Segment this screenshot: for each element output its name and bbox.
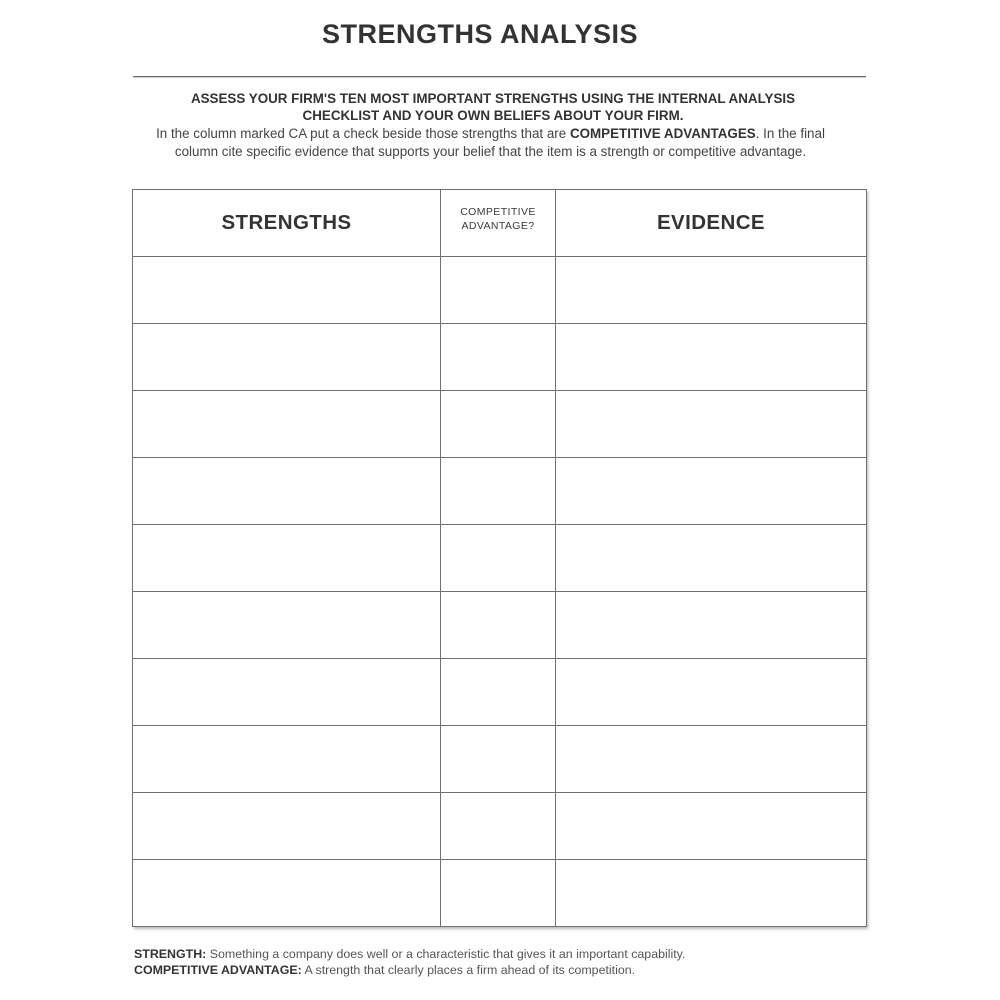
instructions-body-emphasis: COMPETITIVE ADVANTAGES — [569, 126, 756, 141]
strength-cell[interactable] — [133, 726, 441, 793]
strength-cell[interactable] — [133, 458, 441, 525]
competitive-advantage-definition-text: A strength that clearly places a firm ahead of its competition. — [301, 963, 636, 977]
evidence-cell[interactable] — [556, 592, 867, 659]
strength-cell[interactable] — [133, 525, 441, 592]
table-row — [133, 525, 867, 592]
strength-cell[interactable] — [133, 659, 441, 726]
evidence-cell[interactable] — [556, 726, 867, 793]
strengths-table — [132, 189, 867, 927]
competitive-advantage-cell[interactable] — [441, 592, 556, 659]
evidence-cell[interactable] — [556, 391, 867, 458]
instructions-heading-line-1: ASSESS YOUR FIRM'S TEN MOST IMPORTANT STRENGTHS USING THE INTERNAL ANALYSIS — [190, 91, 796, 106]
competitive-advantage-cell[interactable] — [441, 860, 556, 927]
competitive-advantage-cell[interactable] — [441, 391, 556, 458]
strength-cell[interactable] — [133, 592, 441, 659]
evidence-cell[interactable] — [556, 324, 867, 391]
instructions-body-text-2: . In the final column cite specific evidence that supports your belief that the item is a strength or competitive advantage. — [174, 126, 825, 159]
instructions-body — [133, 125, 848, 160]
competitive-advantage-definition — [134, 962, 894, 978]
table-row — [133, 860, 867, 927]
table-row — [133, 726, 867, 793]
evidence-cell[interactable] — [556, 860, 867, 927]
table-row — [133, 659, 867, 726]
evidence-cell[interactable] — [556, 525, 867, 592]
strength-cell[interactable] — [133, 793, 441, 860]
title-divider — [133, 76, 866, 78]
instructions-body-text-1: In the column marked CA put a check beside those strengths that are — [156, 126, 570, 141]
table-row — [133, 257, 867, 324]
table-header-row — [133, 190, 867, 257]
competitive-advantage-cell[interactable] — [441, 525, 556, 592]
competitive-advantage-cell[interactable] — [441, 458, 556, 525]
evidence-cell[interactable] — [556, 257, 867, 324]
competitive-advantage-cell[interactable] — [441, 324, 556, 391]
table-row — [133, 592, 867, 659]
table-row — [133, 793, 867, 860]
strength-cell[interactable] — [133, 860, 441, 927]
competitive-advantage-header-line-1: COMPETITIVE — [460, 206, 536, 218]
competitive-advantage-cell[interactable] — [441, 659, 556, 726]
evidence-cell[interactable] — [556, 458, 867, 525]
competitive-advantage-term: COMPETITIVE ADVANTAGE: — [134, 963, 302, 977]
table-row — [133, 458, 867, 525]
table-row — [133, 391, 867, 458]
strength-definition-text: Something a company does well or a characteristic that gives it an important capability. — [206, 947, 686, 961]
competitive-advantage-column-header — [441, 190, 556, 257]
evidence-cell[interactable] — [556, 659, 867, 726]
evidence-column-header: EVIDENCE — [556, 190, 867, 257]
strength-definition — [134, 946, 894, 962]
strength-cell[interactable] — [133, 324, 441, 391]
definitions — [134, 946, 894, 978]
instructions-heading — [133, 90, 853, 124]
evidence-cell[interactable] — [556, 793, 867, 860]
strengths-column-header: STRENGTHS — [133, 190, 441, 257]
competitive-advantage-cell[interactable] — [441, 257, 556, 324]
strengths-table-container — [132, 189, 866, 927]
competitive-advantage-cell[interactable] — [441, 793, 556, 860]
competitive-advantage-header-line-2: ADVANTAGE? — [461, 220, 535, 232]
page-title: STRENGTHS ANALYSIS — [321, 19, 639, 49]
strength-cell[interactable] — [133, 257, 441, 324]
competitive-advantage-cell[interactable] — [441, 726, 556, 793]
instructions-heading-line-2: CHECKLIST AND YOUR OWN BELIEFS ABOUT YOUR FIRM. — [302, 108, 684, 123]
strength-term: STRENGTH: — [134, 947, 207, 961]
strength-cell[interactable] — [133, 391, 441, 458]
table-row — [133, 324, 867, 391]
